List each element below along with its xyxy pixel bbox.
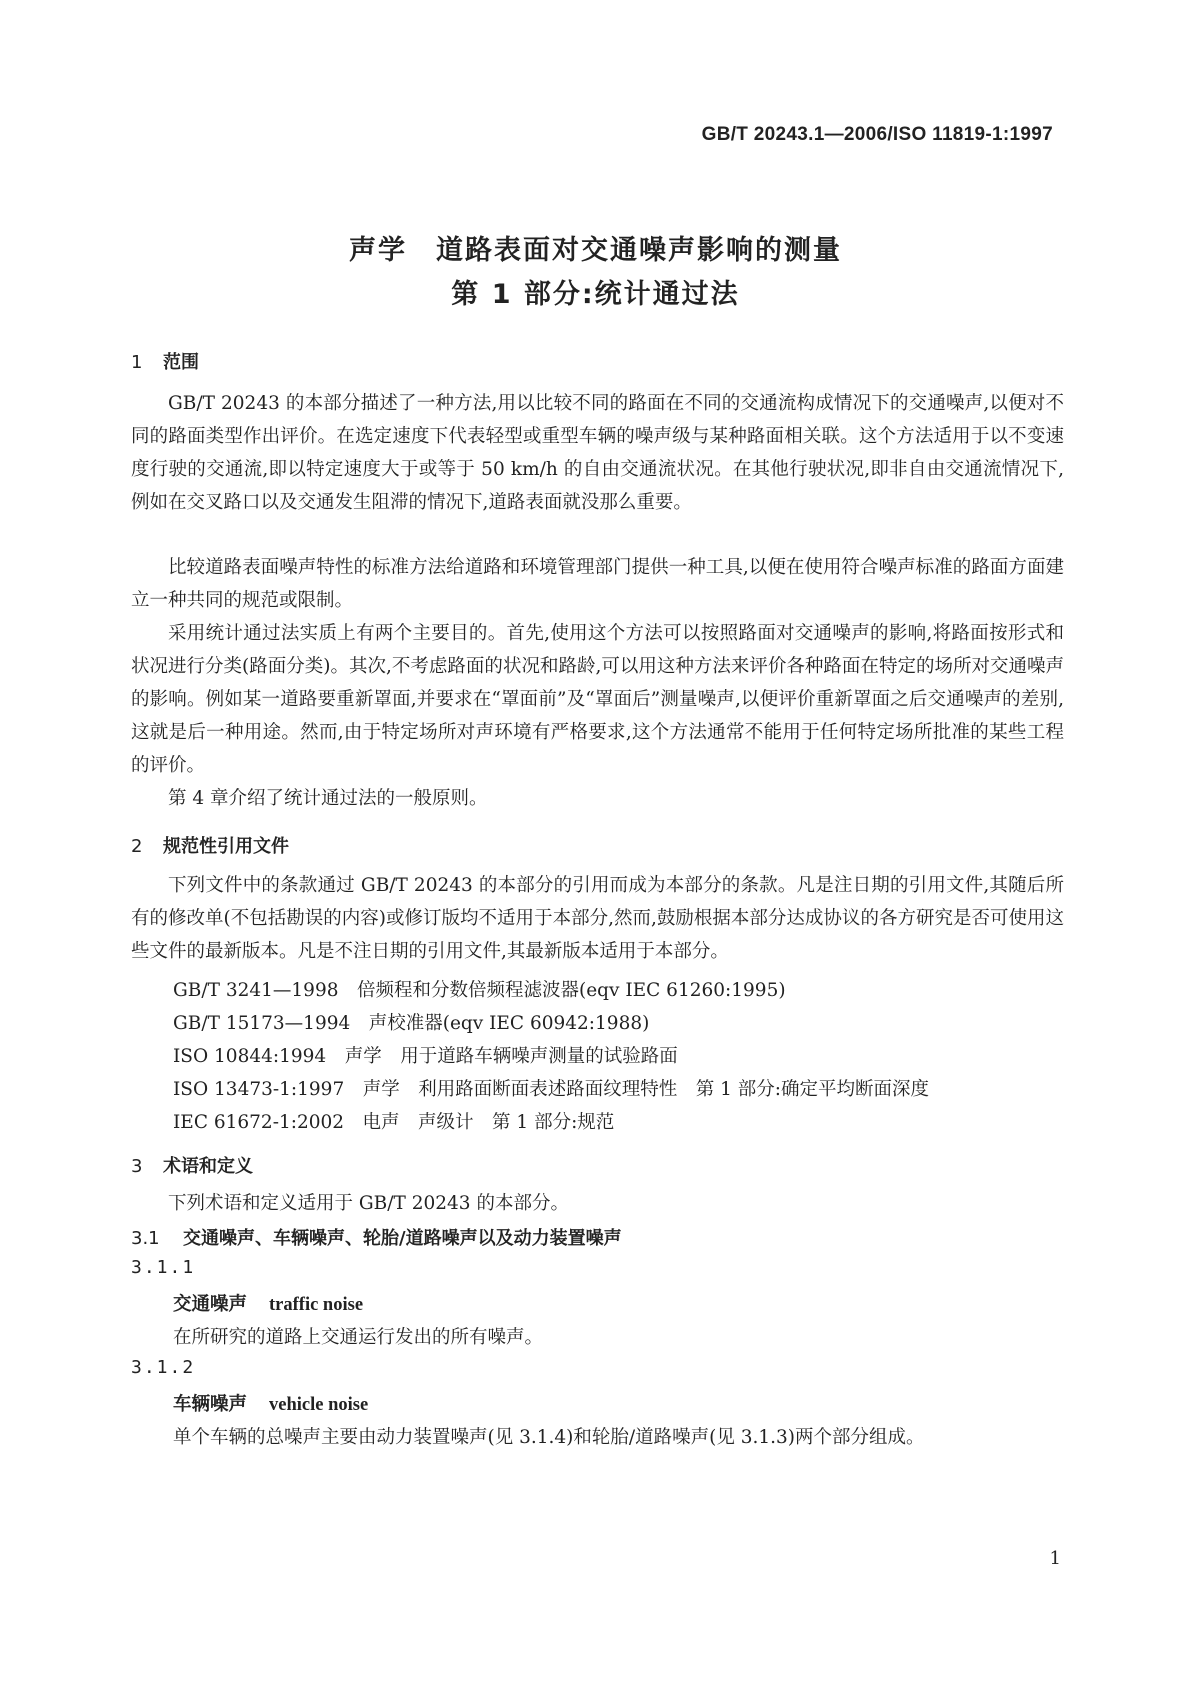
page-number: 1	[1049, 1548, 1061, 1569]
scope-paragraph-1: GB/T 20243 的本部分描述了一种方法,用以比较不同的路面在不同的交通流构成情况下的交通噪声,以便对不同的路面类型作出评价。在选定速度下代表轻型或重型车辆的噪声级与某种路面相关联。这个方法适用于以不变速度行驶的交通流,即以特定速度大于或等于 50 km/h 的自由交通流状况。在其他行驶状况,即非自由交通流情况下,例如在交叉路口以及交通发生阻滞的情况下,道路表面就没那么重要。	[131, 393, 1064, 513]
section-title: 范围	[163, 352, 199, 373]
term-entry	[173, 1390, 368, 1416]
term-english: traffic noise	[269, 1295, 364, 1315]
subsection-3-1-heading	[131, 1224, 622, 1250]
clause-number: 3.1.1	[131, 1257, 196, 1278]
section-1-heading	[131, 348, 199, 374]
reference-item: ISO 13473-1:1997 声学 利用路面断面表述路面纹理特性 第 1 部分:确定平均断面深度	[173, 1079, 929, 1100]
document-subtitle: 第 1 部分:统计通过法	[451, 279, 740, 310]
subsection-number: 3.1	[131, 1228, 160, 1249]
section-title: 规范性引用文件	[163, 836, 289, 857]
reference-item: GB/T 3241—1998 倍频程和分数倍频程滤波器(eqv IEC 61260:1995)	[173, 980, 786, 1001]
reference-item: GB/T 15173—1994 声校准器(eqv IEC 60942:1988)	[173, 1013, 650, 1034]
terms-intro: 下列术语和定义适用于 GB/T 20243 的本部分。	[168, 1193, 569, 1214]
scope-paragraph-2: 比较道路表面噪声特性的标准方法给道路和环境管理部门提供一种工具,以便在使用符合噪声标准的路面方面建立一种共同的规范或限制。	[131, 557, 1064, 611]
section-number: 3	[131, 1156, 143, 1177]
normative-references-paragraph: 下列文件中的条款通过 GB/T 20243 的本部分的引用而成为本部分的条款。凡是注日期的引用文件,其随后所有的修改单(不包括勘误的内容)或修订版均不适用于本部分,然而,鼓励根据本部分达成协议的各方研究是否可使用这些文件的最新版本。凡是不注日期的引用文件,其最新版本适用于本部分。	[131, 875, 1064, 962]
standard-code: GB/T 20243.1—2006/ISO 11819-1:1997	[701, 124, 1053, 145]
section-number: 2	[131, 836, 143, 857]
term-definition: 单个车辆的总噪声主要由动力装置噪声(见 3.1.4)和轮胎/道路噪声(见 3.1.3)两个部分组成。	[173, 1427, 925, 1448]
clause-number: 3.1.2	[131, 1357, 196, 1378]
term-entry	[173, 1290, 363, 1316]
document-title: 声学 道路表面对交通噪声影响的测量	[349, 235, 842, 266]
reference-item: ISO 10844:1994 声学 用于道路车辆噪声测量的试验路面	[173, 1046, 678, 1067]
term-definition: 在所研究的道路上交通运行发出的所有噪声。	[173, 1327, 544, 1348]
term-english: vehicle noise	[269, 1395, 369, 1415]
section-2-heading	[131, 832, 289, 858]
term-chinese: 车辆噪声	[173, 1394, 248, 1415]
reference-item: IEC 61672-1:2002 电声 声级计 第 1 部分:规范	[173, 1112, 615, 1133]
scope-paragraph-3: 采用统计通过法实质上有两个主要目的。首先,使用这个方法可以按照路面对交通噪声的影响,将路面按形式和状况进行分类(路面分类)。其次,不考虑路面的状况和路龄,可以用这种方法来评价各种路面在特定的场所对交通噪声的影响。例如某一道路要重新罩面,并要求在“罩面前”及“罩面后”测量噪声,以便评价重新罩面之后交通噪声的差别,这就是后一种用途。然而,由于特定场所对声环境有严格要求,这个方法通常不能用于任何特定场所批准的某些工程的评价。	[131, 623, 1064, 776]
section-3-heading	[131, 1152, 253, 1178]
scope-paragraph-4: 第 4 章介绍了统计通过法的一般原则。	[168, 788, 488, 809]
subsection-title: 交通噪声、车辆噪声、轮胎/道路噪声以及动力装置噪声	[183, 1228, 622, 1249]
term-chinese: 交通噪声	[173, 1294, 248, 1315]
section-number: 1	[131, 352, 143, 373]
section-title: 术语和定义	[163, 1156, 253, 1177]
